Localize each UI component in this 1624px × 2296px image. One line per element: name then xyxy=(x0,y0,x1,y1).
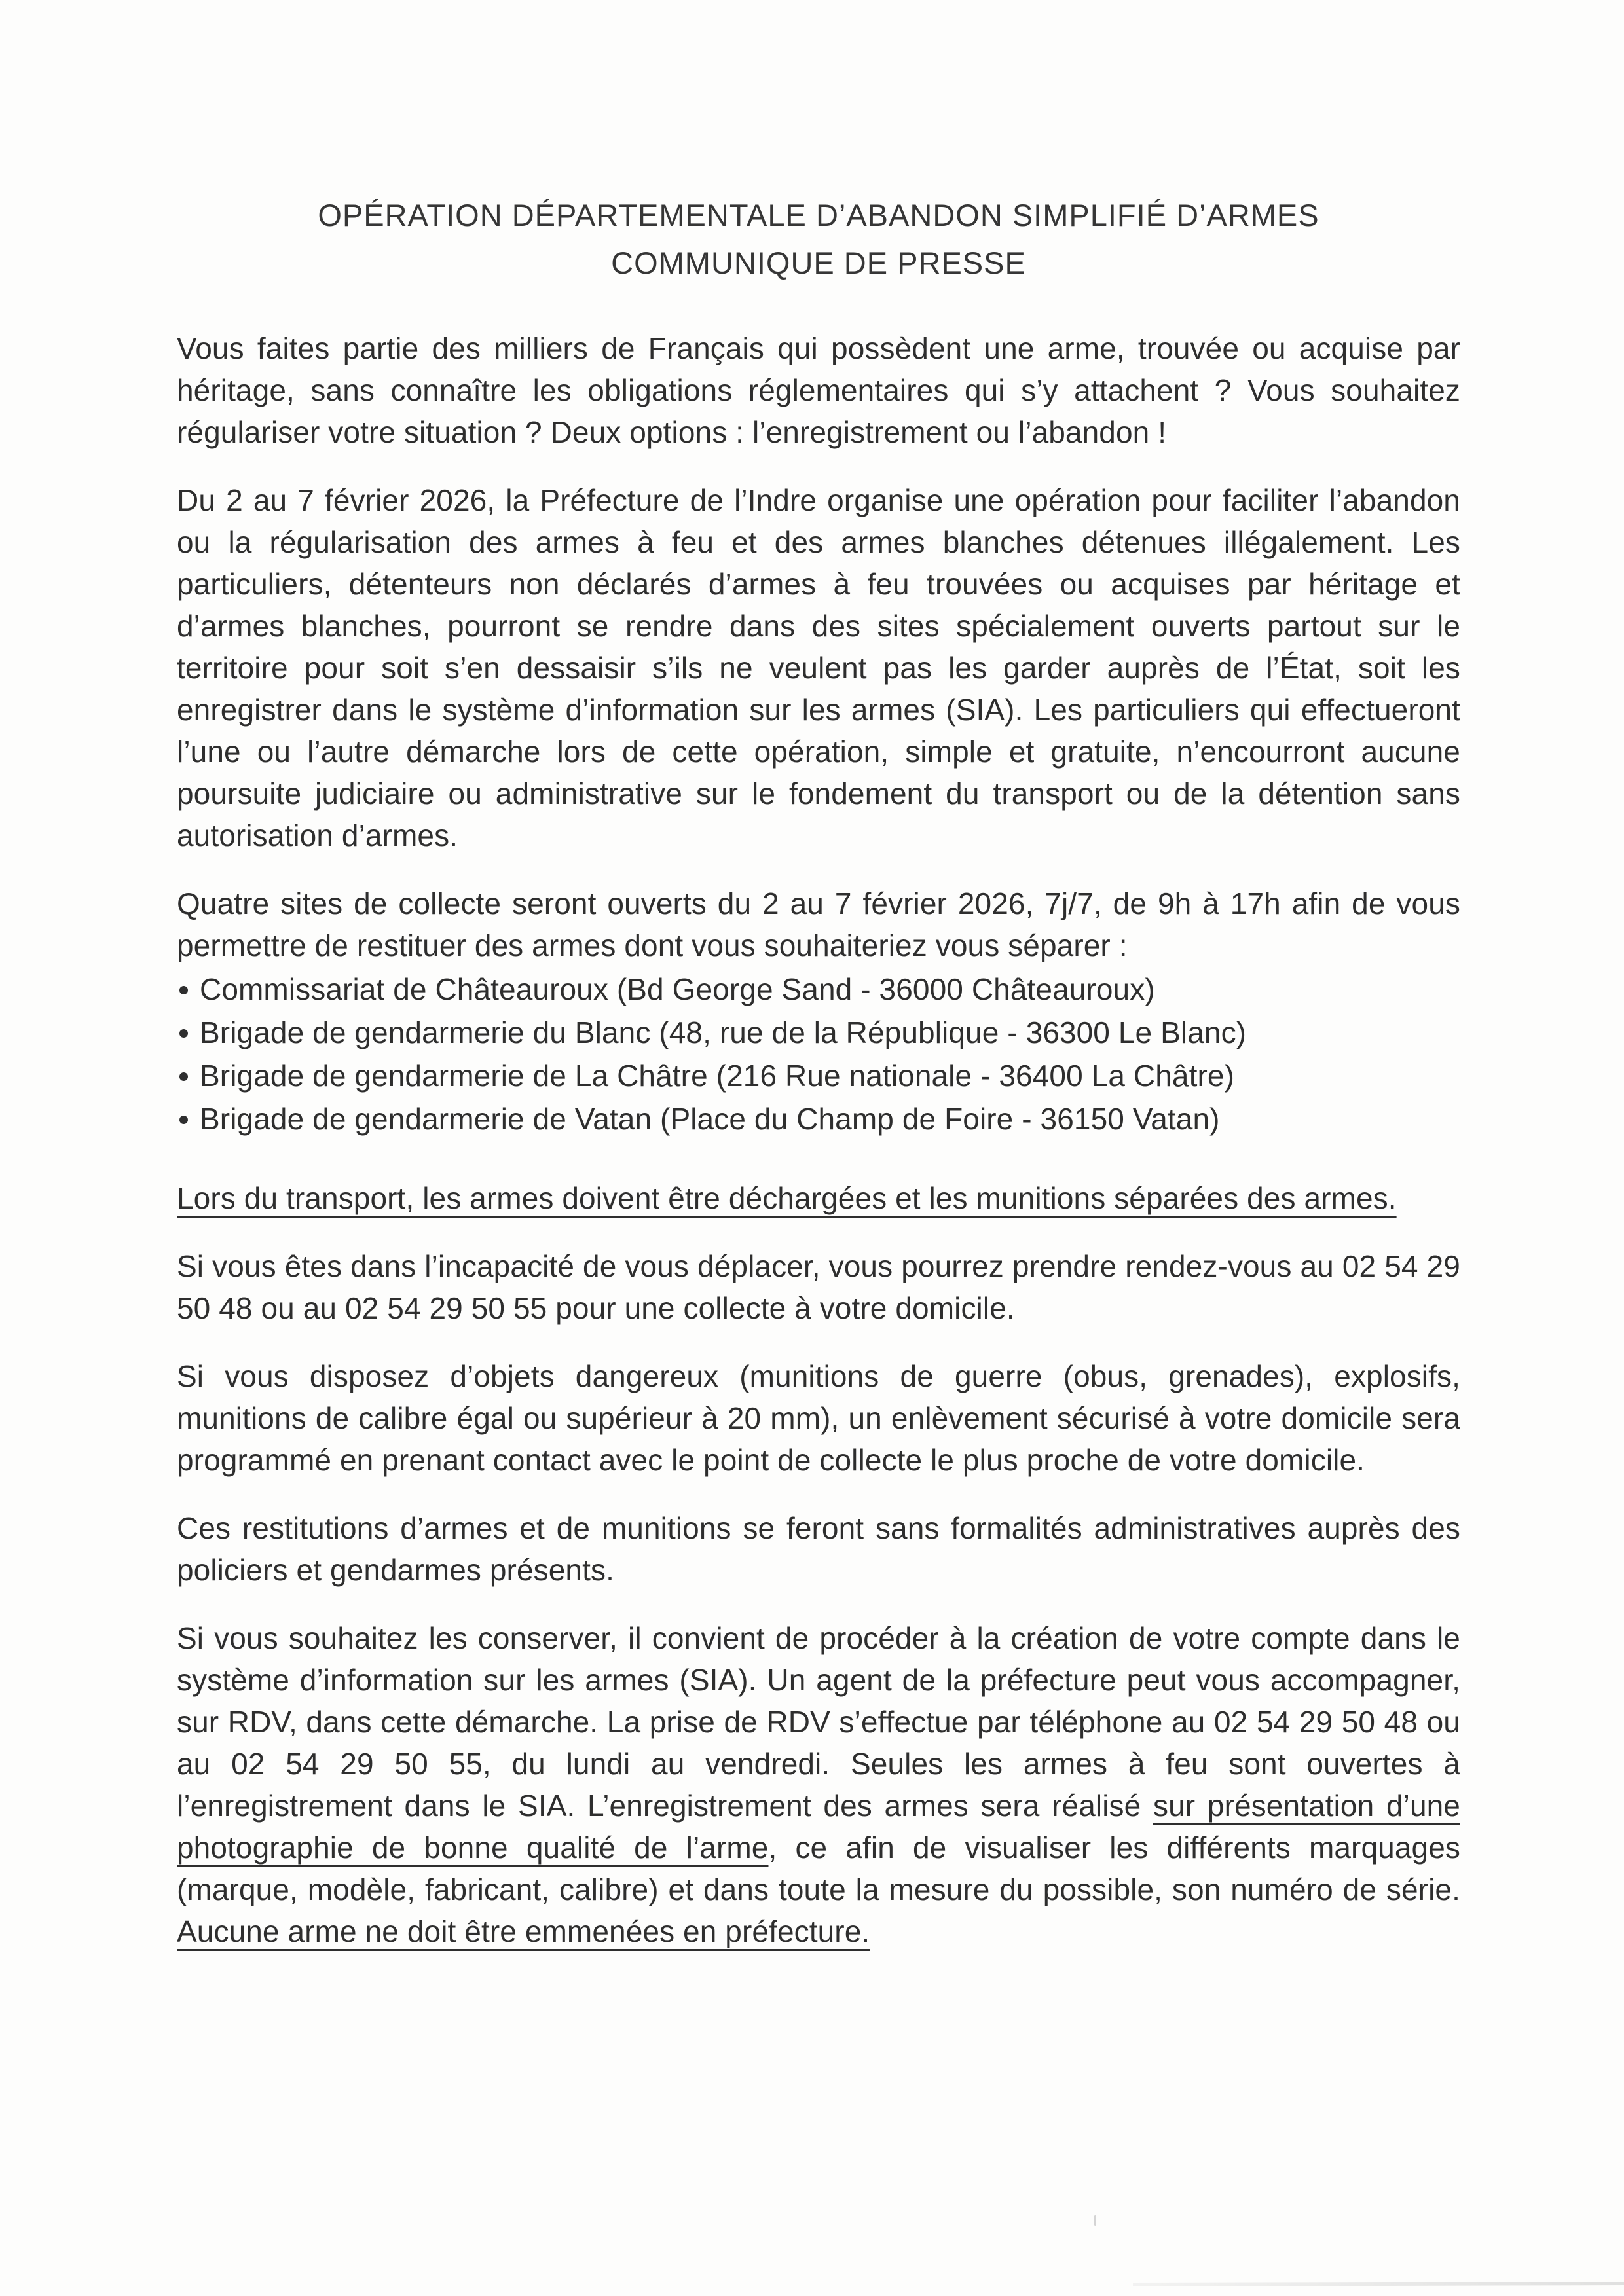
bullet-icon xyxy=(179,1116,188,1124)
bullet-icon xyxy=(179,1072,188,1081)
sites-intro-paragraph: Quatre sites de collecte seront ouverts du 2 au 7 février 2026, 7j/7, de 9h à 17h afin de vous permettre de restituer des armes dont vous souhaiteriez vous séparer : xyxy=(177,886,1460,962)
conserver-run-1: Si vous souhaitez les conserver, il convient de procéder à la création de votre compte dans le système d’information sur les armes (SIA). Un agent de la préfecture peut vous accompagner, sur RDV, dans cette démarche. La prise de RDV s’effectue par téléphone au 02 54 29 50 48 ou au 02 54 29 50 55, du lundi au vendredi. Seules les armes à feu sont ouvertes à l’enregistrement dans le SIA. L’enregistrement des armes sera réalisé xyxy=(177,1621,1460,1823)
restitutions-paragraph: Ces restitutions d’armes et de munitions se feront sans formalités administratives auprès des policiers et gendarmes présents. xyxy=(177,1511,1460,1587)
site-label: Brigade de gendarmerie de Vatan (Place du Champ de Foire - 36150 Vatan) xyxy=(200,1102,1220,1136)
transport-warning-paragraph: Lors du transport, les armes doivent être déchargées et les munitions séparées des armes. xyxy=(177,1181,1397,1215)
title-line-2: COMMUNIQUE DE PRESSE xyxy=(611,246,1026,280)
site-label: Brigade de gendarmerie du Blanc (48, rue de la République - 36300 Le Blanc) xyxy=(200,1015,1247,1049)
list-item xyxy=(177,968,1460,1011)
home-collect-paragraph: Si vous êtes dans l’incapacité de vous déplacer, vous pourrez prendre rendez-vous au 02 54 29 50 48 ou au 02 54 29 50 55 pour une collecte à votre domicile. xyxy=(177,1249,1460,1325)
title-line-1: OPÉRATION DÉPARTEMENTALE D’ABANDON SIMPLIFIÉ D’ARMES xyxy=(318,198,1320,232)
bullet-icon xyxy=(179,1029,188,1038)
site-label: Brigade de gendarmerie de La Châtre (216 Rue nationale - 36400 La Châtre) xyxy=(200,1059,1234,1093)
document-title xyxy=(177,191,1460,287)
dangerous-objects-paragraph: Si vous disposez d’objets dangereux (munitions de guerre (obus, grenades), explosifs, munitions de calibre égal ou supérieur à 20 mm), un enlèvement sécurisé à votre domicile sera programmé en prenant contact avec le point de collecte le plus proche de votre domicile. xyxy=(177,1359,1460,1477)
bullet-icon xyxy=(179,986,188,994)
site-label: Commissariat de Châteauroux (Bd George Sand - 36000 Châteauroux) xyxy=(200,972,1155,1006)
intro-paragraph: Vous faites partie des milliers de Français qui possèdent une arme, trouvée ou acquise par héritage, sans connaître les obligations réglementaires qui s’y attachent ? Vous souhaitez régulariser votre situation ? Deux options : l’enregistrement ou l’abandon ! xyxy=(177,331,1460,449)
list-item xyxy=(177,1011,1460,1054)
scan-edge-artifact xyxy=(1133,2282,1624,2286)
conserver-run-2-underlined: sur présentation d’une photographie de bonne qualité de l’arme xyxy=(177,1789,1460,1865)
conserver-run-4-underlined: Aucune arme ne doit être emmenées en préfecture. xyxy=(177,1914,870,1948)
conserver-paragraph xyxy=(177,1617,1460,1952)
operation-paragraph: Du 2 au 7 février 2026, la Préfecture de l’Indre organise une opération pour faciliter l’abandon ou la régularisation des armes à feu et des armes blanches détenues illégalement. Les particuliers, détenteurs non déclarés d’armes à feu trouvées ou acquises par héritage et d’armes blanches, pourront se rendre dans des sites spécialement ouverts partout sur le territoire pour soit s’en dessaisir s’ils ne veulent pas les garder auprès de l’État, soit les enregistrer dans le système d’information sur les armes (SIA). Les particuliers qui effectueront l’une ou l’autre démarche lors de cette opération, simple et gratuite, n’encourront aucune poursuite judiciaire ou administrative sur le fondement du transport ou de la détention sans autorisation d’armes. xyxy=(177,483,1460,852)
collection-sites-list xyxy=(177,968,1460,1140)
scan-speck xyxy=(1094,2215,1096,2226)
list-item xyxy=(177,1054,1460,1097)
list-item xyxy=(177,1097,1460,1140)
conserver-run-3: , ce afin de visualiser les différents marquages (marque, modèle, fabricant, calibre) et dans toute la mesure du possible, son numéro de série. xyxy=(177,1831,1460,1906)
